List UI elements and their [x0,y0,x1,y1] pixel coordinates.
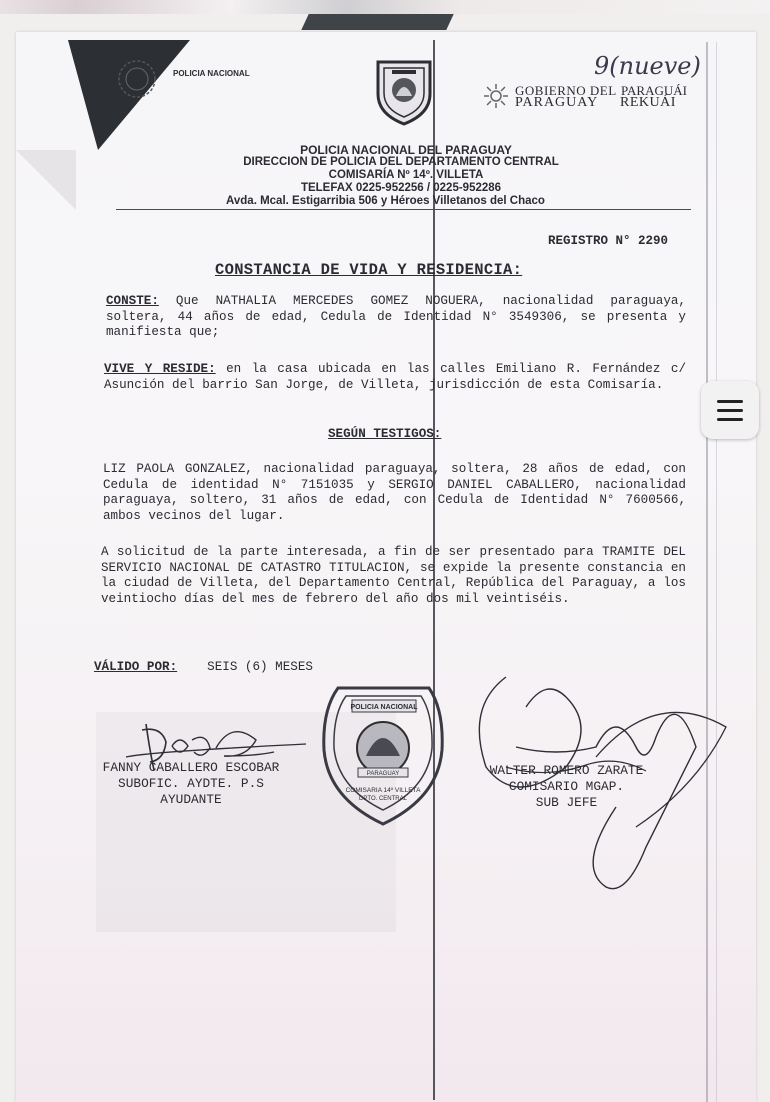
valido-label: VÁLIDO POR: [94,660,178,674]
seal-banner: PARAGUAY [366,771,400,777]
header-line-5: Avda. Mcal. Estigarribia 506 y Héroes Villetanos del Chaco [226,195,545,207]
header-line-2: DIRECCION DE POLICIA DEL DEPARTAMENTO CENTRAL [243,156,559,168]
hamburger-menu-icon-bar-3 [717,418,743,421]
valido-line [94,660,313,674]
document-page [16,32,756,1102]
hamburger-menu-icon-bar-2 [717,409,743,412]
left-signatory [86,760,296,808]
left-signatory-name: FANNY CABALLERO ESCOBAR [102,760,280,775]
top-shadow [301,14,453,30]
vive-label: VIVE Y RESIDE: [104,362,216,376]
rekua-line2: REKUÁI [620,95,676,110]
conste-paragraph [106,294,686,341]
gobierno-line1: GOBIERNO DEL [515,83,617,98]
header-divider [116,209,691,210]
valido-value: SEIS (6) MESES [207,660,313,674]
police-crest-small-icon [116,58,158,100]
hamburger-menu-button[interactable] [701,381,759,439]
handwritten-note: 9(nueve) [594,52,701,80]
page-edge-line-2 [716,42,717,1102]
segun-testigos-heading: SEGÚN TESTIGOS: [328,427,442,441]
left-signatory-role: AYUDANTE [160,792,222,807]
header-line-4: TELEFAX 0225-952256 / 0225-952286 [300,182,502,194]
police-shield-icon [368,56,440,128]
gobierno-sun-icon [482,82,510,110]
right-signatory-rank: COMISARIO MGAP. [508,779,625,794]
gobierno-line2: PARAGUAY [515,95,599,110]
document-title: CONSTANCIA DE VIDA Y RESIDENCIA: [215,261,523,279]
folded-corner [16,150,76,210]
policia-nacional-label: POLICIA NACIONAL [173,69,250,78]
testigos-paragraph: LIZ PAOLA GONZALEZ, nacionalidad paraguaya, soltera, 28 años de edad, con Cedula de identidad N° 7151035 y SERGIO DANIEL CABALLERO, nacionalidad paraguaya, soltero, 31 años de edad, con Cedula de Identidad N° 7600566, ambos vecinos del lugar. [103,462,686,523]
top-edge [0,0,770,14]
seal-top-text: POLICIA NACIONAL [350,704,418,711]
conste-text: Que NATHALIA MERCEDES GOMEZ NOGUERA, nacionalidad paraguaya, soltera, 44 años de edad, Cedula de Identidad N° 3549306, se presenta y manifiesta que; [106,294,686,339]
conste-label: CONSTE: [106,294,159,308]
vive-text: en la casa ubicada en las calles Emiliano R. Fernández c/ Asunción del barrio San Jorge, de Villeta, jurisdicción de esta Comisaría. [104,362,686,392]
hamburger-menu-icon [717,400,743,403]
right-signatory [454,763,679,811]
header-line-1: POLICIA NACIONAL DEL PARAGUAY [300,143,512,157]
seal-bottom-text-2: DPTO. CENTRAL [359,796,407,802]
right-signatory-name: WALTER ROMERO ZARATE [489,763,644,778]
header-line-3: COMISARÍA Nº 14º. VILLETA [328,169,484,181]
registro-number: REGISTRO N° 2290 [548,234,669,248]
seal-bottom-text: COMISARIA 14º VILLETA [345,787,421,794]
rekua-line1: PARAGUÁI [621,83,687,98]
left-signatory-rank: SUBOFIC. AYDTE. P.S [118,776,264,791]
right-signatory-role: SUB JEFE [535,795,598,810]
solicitud-paragraph: A solicitud de la parte interesada, a fin de ser presentado para TRAMITE DEL SERVICIO NACIONAL DE CATASTRO TITULACION, se expide la presente constancia en la ciudad de Villeta, del Departamento Central, República del Paraguay, a los veintiocho días del mes de febrero del año dos mil veintiséis. [101,545,686,606]
vive-paragraph [104,362,686,393]
police-seal-stamp [316,680,451,830]
page-edge-line [706,42,708,1102]
